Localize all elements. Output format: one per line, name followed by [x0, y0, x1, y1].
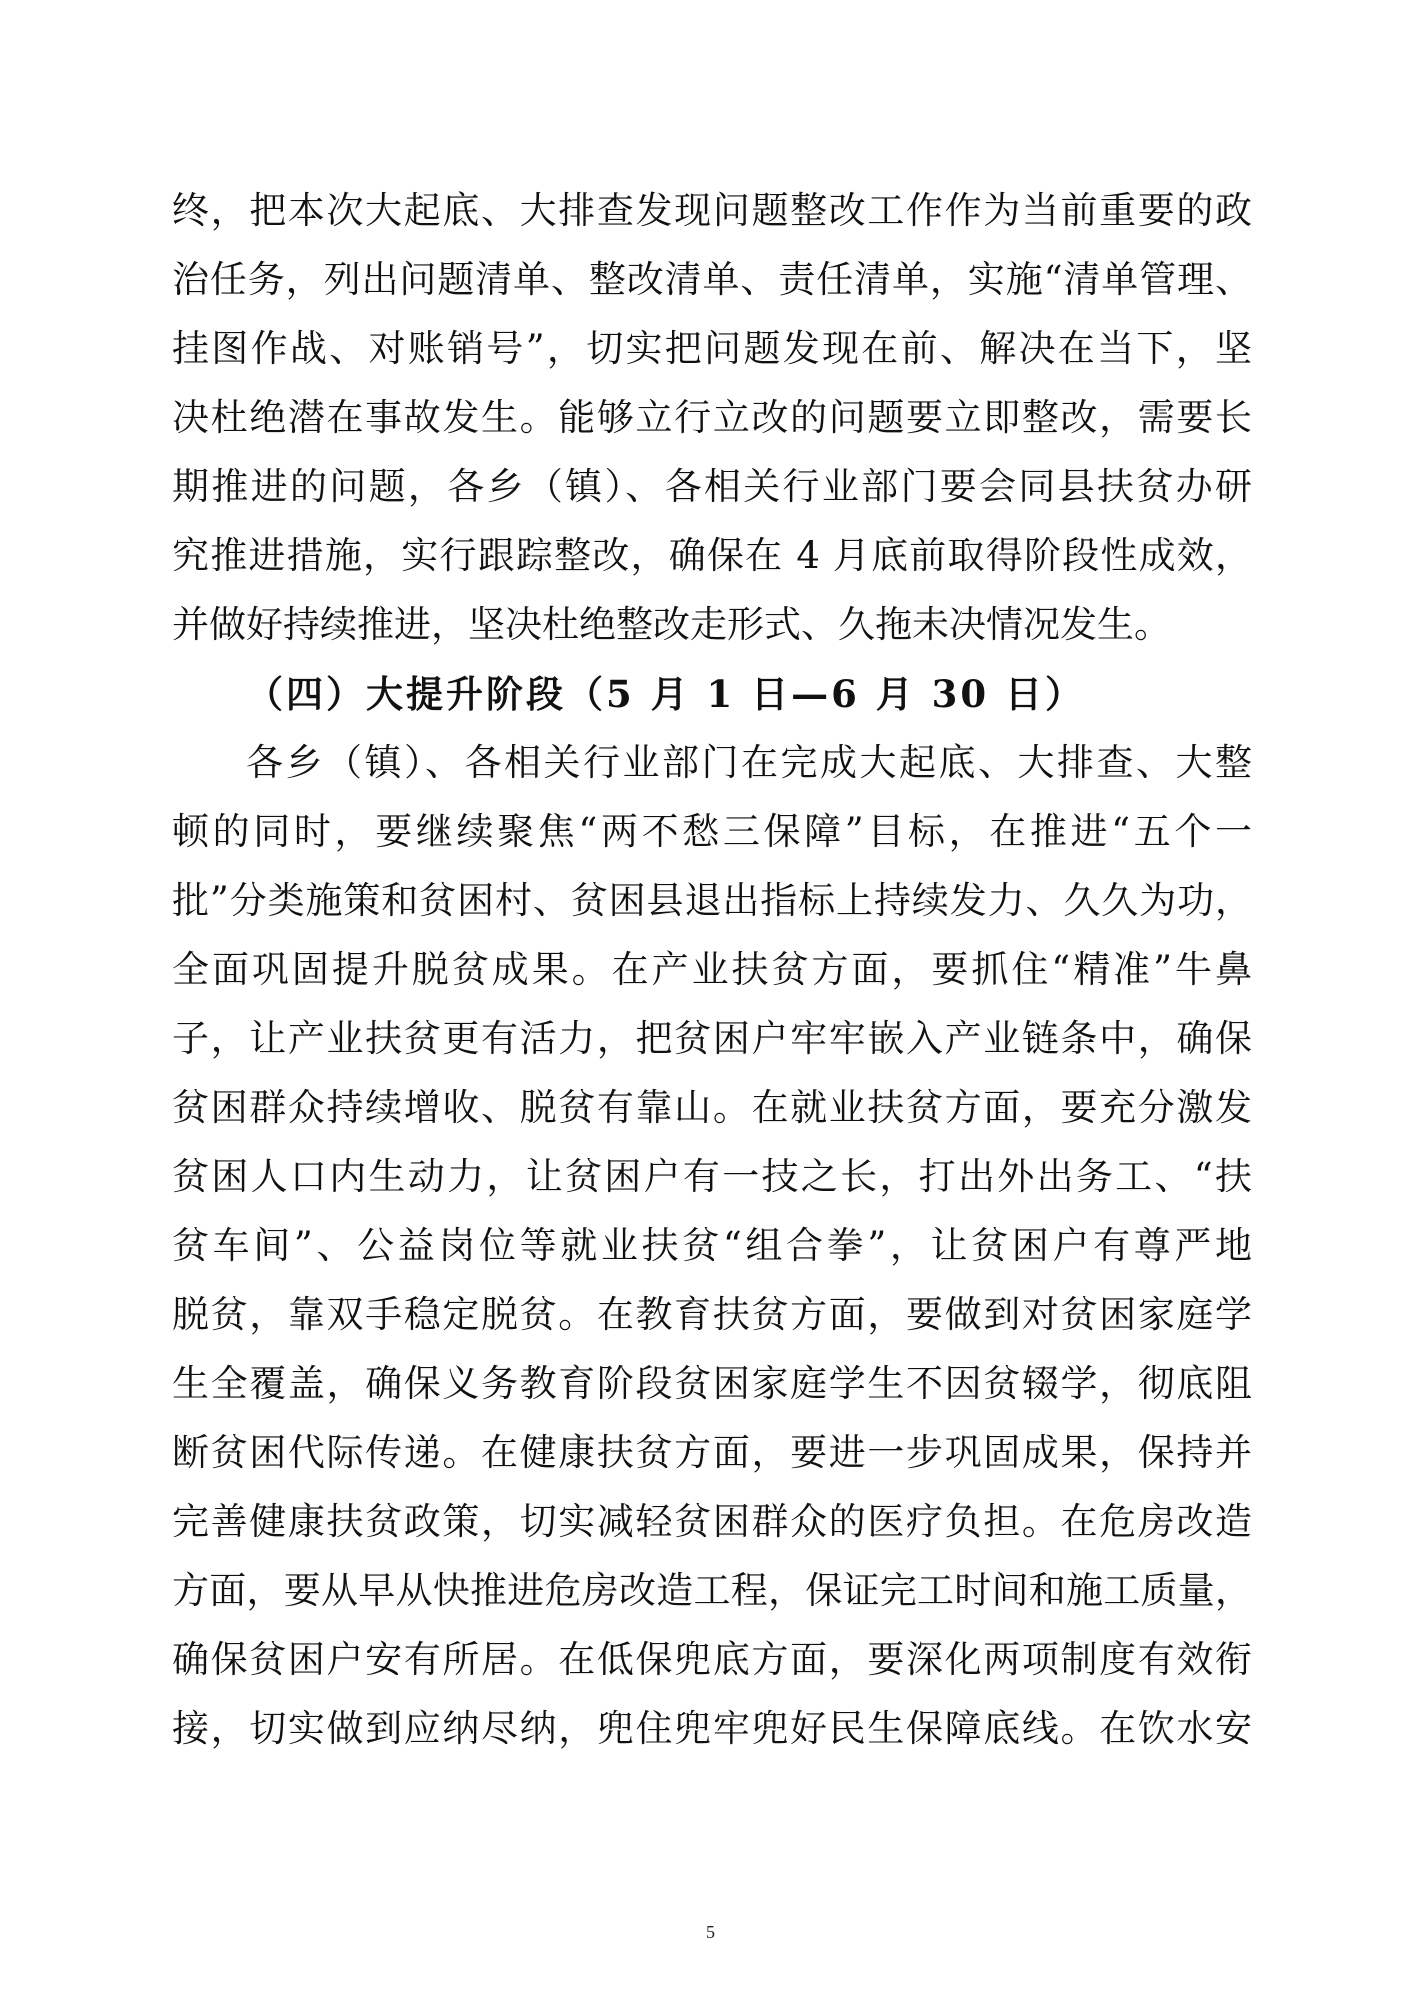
body-text-line: 挂图作战、对账销号”，切实把问题发现在前、解决在当下，坚: [172, 327, 1252, 370]
body-text-line: 脱贫，靠双手稳定脱贫。在教育扶贫方面，要做到对贫困家庭学: [172, 1293, 1252, 1336]
body-text-line: 究推进措施，实行跟踪整改，确保在 4 月底前取得阶段性成效，: [172, 534, 1252, 577]
body-text-line: 期推进的问题，各乡（镇）、各相关行业部门要会同县扶贫办研: [172, 465, 1252, 508]
body-text-line: 生全覆盖，确保义务教育阶段贫困家庭学生不因贫辍学，彻底阻: [172, 1362, 1252, 1405]
body-text-line: 贫车间”、公益岗位等就业扶贫“组合拳”，让贫困户有尊严地: [172, 1224, 1252, 1267]
body-text-line: 子，让产业扶贫更有活力，把贫困户牢牢嵌入产业链条中，确保: [172, 1017, 1252, 1060]
body-text-line: 接，切实做到应纳尽纳，兜住兜牢兜好民生保障底线。在饮水安: [172, 1707, 1252, 1750]
body-text-line: 断贫困代际传递。在健康扶贫方面，要进一步巩固成果，保持并: [172, 1431, 1252, 1474]
page-number: 5: [706, 1922, 715, 1942]
body-text-line: 方面，要从早从快推进危房改造工程，保证完工时间和施工质量，: [172, 1569, 1252, 1612]
body-text-line: 完善健康扶贫政策，切实减轻贫困群众的医疗负担。在危房改造: [172, 1500, 1252, 1543]
section-heading: （四）大提升阶段（5 月 1 日—6 月 30 日）: [246, 672, 1086, 716]
body-text-line: 贫困人口内生动力，让贫困户有一技之长，打出外出务工、“扶: [172, 1155, 1252, 1198]
body-text-line: 贫困群众持续增收、脱贫有靠山。在就业扶贫方面，要充分激发: [172, 1086, 1252, 1129]
body-text-line: 终，把本次大起底、大排查发现问题整改工作作为当前重要的政: [172, 189, 1252, 232]
body-text-line: 各乡（镇）、各相关行业部门在完成大起底、大排查、大整: [246, 741, 1252, 784]
body-text-line: 治任务，列出问题清单、整改清单、责任清单，实施“清单管理、: [172, 258, 1252, 301]
body-text-line: 顿的同时，要继续聚焦“两不愁三保障”目标，在推进“五个一: [172, 810, 1252, 853]
body-text-line: 决杜绝潜在事故发生。能够立行立改的问题要立即整改，需要长: [172, 396, 1252, 439]
body-text-line: 全面巩固提升脱贫成果。在产业扶贫方面，要抓住“精准”牛鼻: [172, 948, 1252, 991]
body-text-line: 批”分类施策和贫困村、贫困县退出指标上持续发力、久久为功，: [172, 879, 1252, 922]
body-text-line: 确保贫困户安有所居。在低保兜底方面，要深化两项制度有效衔: [172, 1638, 1252, 1681]
body-text-line: 并做好持续推进，坚决杜绝整改走形式、久拖未决情况发生。: [172, 603, 1171, 646]
